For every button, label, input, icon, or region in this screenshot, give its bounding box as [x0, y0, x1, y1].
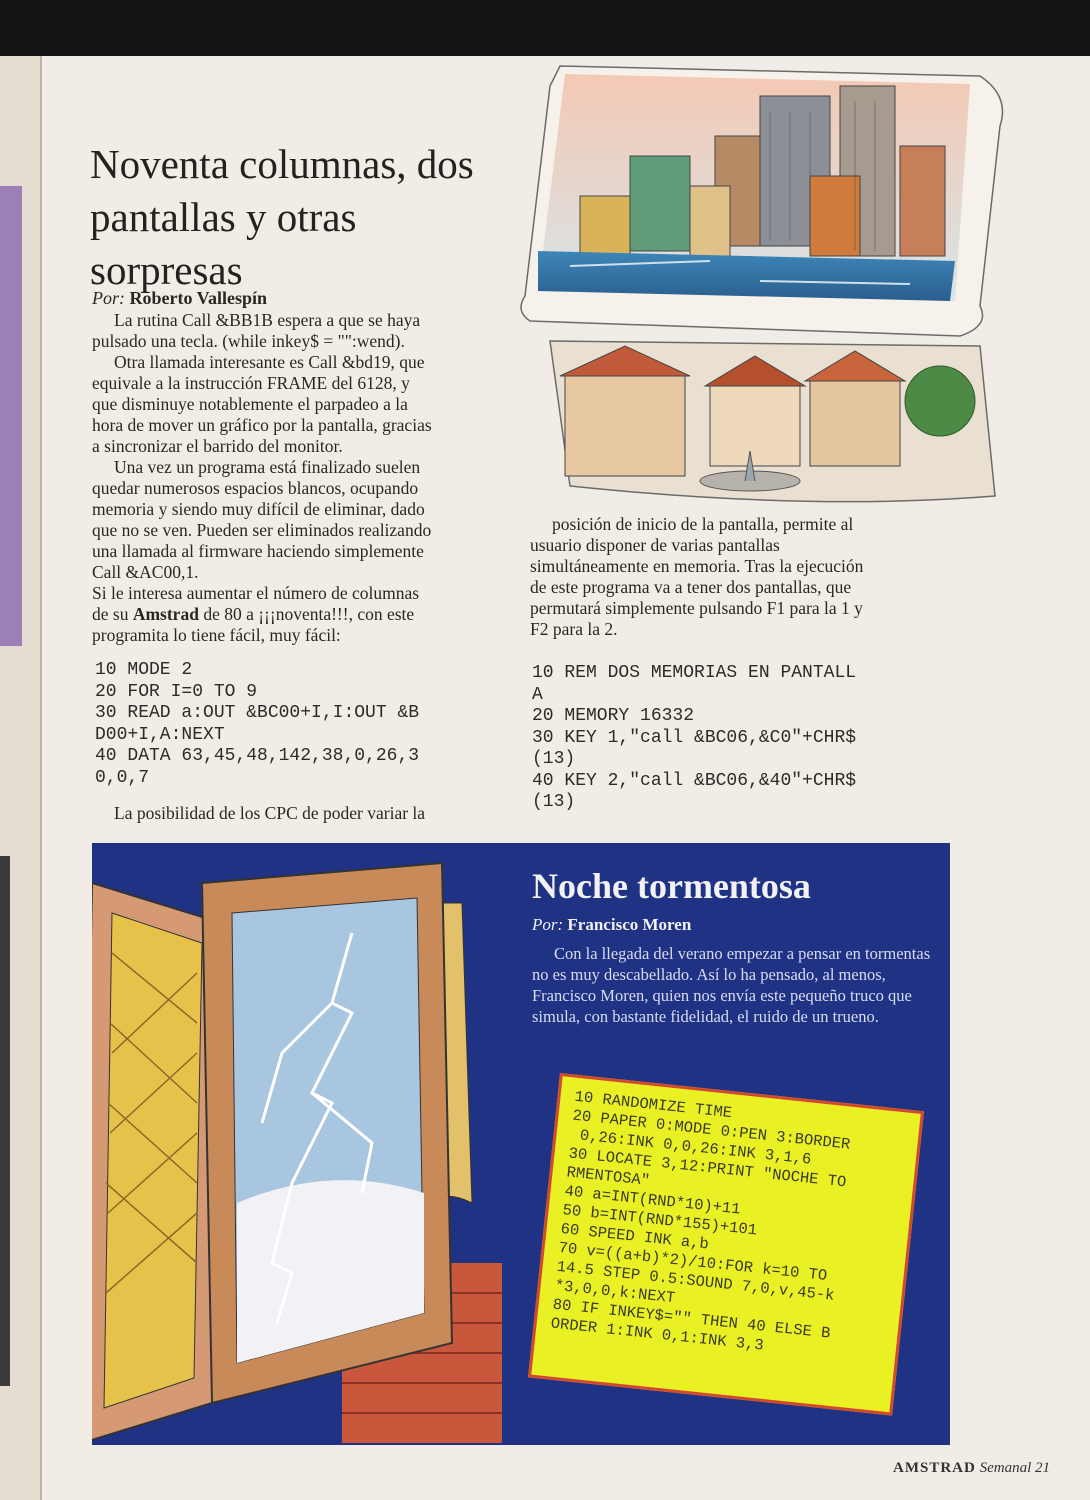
text-line: Si le interesa aumentar el número de columnas	[92, 583, 420, 603]
text-fragment: de su	[92, 604, 133, 624]
text-line: a sincronizar el barrido del monitor.	[92, 436, 343, 456]
text-line: permutará simplemente pulsando F1 para la 1 y	[530, 598, 863, 618]
text-line: hora de mover un gráfico por la pantalla, gracias	[92, 415, 432, 435]
article-title	[90, 138, 530, 297]
text-line: F2 para la 2.	[530, 619, 618, 639]
text-line: posición de inicio de la pantalla, permite al	[552, 514, 854, 534]
article-2-byline	[532, 915, 691, 935]
text-line	[92, 604, 512, 625]
text-line: de este programa va a tener dos pantallas, que	[530, 577, 852, 597]
byline-author: Francisco Moren	[567, 915, 692, 934]
city-village-illustration	[510, 56, 1030, 506]
brand-bold: Amstrad	[132, 604, 199, 624]
storm-window-illustration	[92, 843, 552, 1445]
byline-por: Por:	[92, 288, 125, 308]
text-line: Call &AC00,1.	[92, 562, 199, 582]
text-line: Una vez un programa está finalizado suelen	[114, 457, 421, 477]
text-line: La rutina Call &BB1B espera a que se haya	[114, 310, 421, 330]
text-line: que no se ven. Pueden ser eliminados realizando	[92, 520, 432, 540]
title-line-2: pantallas y otras	[90, 194, 357, 240]
title-line-1: Noventa columnas, dos	[90, 141, 474, 187]
footer-section: Semanal	[979, 1460, 1032, 1476]
footer-brand: AMSTRAD	[892, 1460, 976, 1476]
text-line: equivale a la instrucción FRAME del 6128, y	[92, 373, 410, 393]
text-line: pulsado una tecla. (while inkey$ = "":wend).	[92, 331, 405, 351]
noche-tormentosa-panel	[92, 843, 950, 1445]
text-line: simultáneamente en memoria. Tras la ejecución	[530, 556, 864, 576]
column-2-text	[530, 514, 950, 640]
adjacent-page-purple-strip	[0, 186, 22, 646]
column-1-text	[92, 310, 512, 646]
page-footer	[893, 1460, 1050, 1477]
adjacent-page-dark-strip	[0, 856, 10, 1386]
byline-author: Roberto Vallespín	[129, 288, 268, 308]
text-line: una llamada al firmware haciendo simplemente	[92, 541, 424, 561]
column-1-continuation	[92, 803, 512, 824]
text-line: quedar numerosos espacios blancos, ocupando	[92, 478, 419, 498]
text-fragment: de 80 a ¡¡¡noventa!!!, con este	[198, 604, 415, 624]
code-listing-2: 10 REM DOS MEMORIAS EN PANTALL A 20 MEMORY 16332 30 KEY 1,"call &BC06,&C0"+CHR$ (13) 40 KEY 2,"call &BC06,&40"+CHR$ (13)	[532, 663, 857, 812]
page-number: 21	[1035, 1460, 1050, 1476]
title-line-3: sorpresas	[90, 247, 243, 293]
text-line: La posibilidad de los CPC de poder variar la	[114, 803, 426, 823]
left-page-edge	[0, 56, 42, 1500]
article-2-title: Noche tormentosa	[532, 866, 811, 906]
text-line: memoria y siendo muy difícil de eliminar, dado	[92, 499, 425, 519]
byline-por: Por:	[532, 915, 564, 934]
code-listing-1: 10 MODE 2 20 FOR I=0 TO 9 30 READ a:OUT &BC00+I,I:OUT &B D00+I,A:NEXT 40 DATA 63,45,48,142,38,0,26,3 0,0,7	[95, 660, 420, 788]
top-dark-band	[0, 0, 1090, 56]
code-listing-3-box	[528, 1073, 924, 1416]
text-line: que disminuye notablemente el parpadeo a la	[92, 394, 408, 414]
text-line: usuario disponer de varias pantallas	[530, 535, 780, 555]
article-2-text: Con la llegada del verano empezar a pensar en tormentas no es muy descabellado. Así lo ha pensado, al menos, Francisco Moren, quien nos envía este pequeño truco que simula, con bastante fidelidad, el ruido de un trueno.	[532, 944, 931, 1026]
code-listing-3: 10 RANDOMIZE TIME 20 PAPER 0:MODE 0:PEN 3:BORDER 0,26:INK 0,0,26:INK 3,1,6 30 LOCATE 3,12:PRINT "NOCHE TO RMENTOSA" 40 a=INT(RND*10)+11 50 b=INT(RND*155)+101 60 SPEED INK a,b 70 v=((a+b)*2)/10:FOR k=10 TO 14.5 STEP 0.5:SOUND 7,0,v,45-k *3,0,0,k:NEXT 80 IF INKEY$="" THEN 40 ELSE B ORDER 1:INK 0,1:INK 3,3	[549, 1087, 852, 1355]
text-line: programita lo tiene fácil, muy fácil:	[92, 625, 341, 645]
text-line: Otra llamada interesante es Call &bd19, que	[114, 352, 425, 372]
article-byline	[92, 288, 267, 309]
